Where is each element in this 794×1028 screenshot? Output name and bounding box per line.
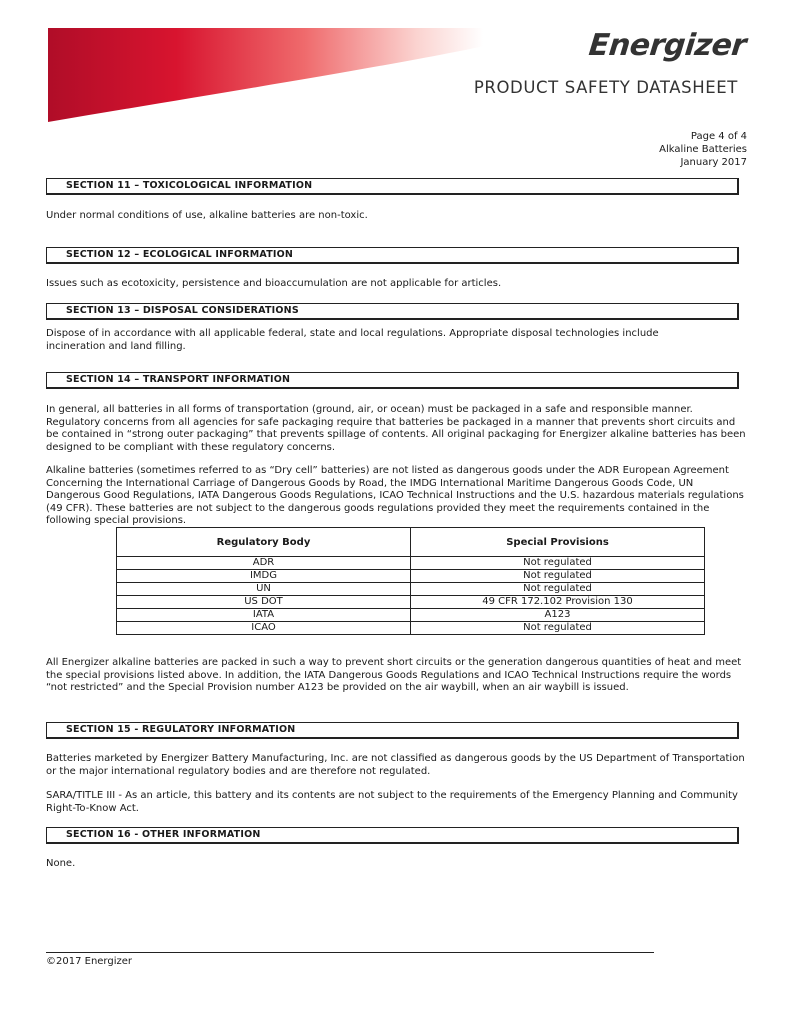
section-15-paragraph-1: Batteries marketed by Energizer Battery Manufacturing, Inc. are not classified as dangerous goods by the US Department of Transportation or the major international regulatory bodies and are therefore not regulated. (46, 753, 745, 777)
section-13-text: Dispose of in accordance with all applicable federal, state and local regulations. Appropriate disposal technologies include incineration and land filling. (46, 328, 659, 352)
column-header-regulatory-body: Regulatory Body (117, 528, 411, 557)
table-row (117, 622, 705, 635)
table-row (117, 596, 705, 609)
page-number: Page 4 of 4 (690, 131, 747, 142)
product-name: Alkaline Batteries (659, 144, 747, 155)
column-header-special-provisions: Special Provisions (411, 528, 705, 557)
section-title: SECTION 14 – TRANSPORT INFORMATION (66, 374, 291, 385)
regulatory-body-cell: IATA (117, 609, 411, 622)
regulatory-body-cell: ADR (117, 557, 411, 570)
table-row (117, 609, 705, 622)
section-16-header (46, 827, 739, 844)
section-14-paragraph-3: All Energizer alkaline batteries are packed in such a way to prevent short circuits or the generation dangerous quantities of heat and meet the special provisions listed above. In addition, the IATA Dangerous Goods Regulations and ICAO Technical Instructions require the words “not restricted” and the Special Provision number A123 be provided on the air waybill, when an air waybill is issued. (46, 657, 742, 693)
special-provision-cell: Not regulated (411, 570, 705, 583)
special-provisions-table (116, 527, 705, 635)
section-14-header (46, 372, 739, 389)
section-13-header (46, 303, 739, 320)
regulatory-body-cell: US DOT (117, 596, 411, 609)
document-title: PRODUCT SAFETY DATASHEET (473, 78, 738, 97)
table-row (117, 570, 705, 583)
section-15-header (46, 722, 739, 739)
document-date: January 2017 (680, 157, 747, 168)
section-14-paragraph-1: In general, all batteries in all forms of transportation (ground, air, or ocean) must be packaged in a safe and responsible manner. Regulatory concerns from all agencies for safe packaging require that batteries be packaged in a manner that prevents short circuits and be contained in “strong outer packaging” that prevents spillage of contents. All original packaging for Energizer alkaline batteries has been designed to be compliant with these regulatory concerns. (46, 404, 746, 453)
table-row (117, 557, 705, 570)
footer-divider (46, 952, 654, 953)
special-provision-cell: A123 (411, 609, 705, 622)
section-14-paragraph-2: Alkaline batteries (sometimes referred to as “Dry cell” batteries) are not listed as dangerous goods under the ADR European Agreement Concerning the International Carriage of Dangerous Goods by Road, the IMDG International Maritime Dangerous Goods Code, UN Dangerous Good Regulations, IATA Dangerous Goods Regulations, ICAO Technical Instructions and the U.S. hazardous materials regulations (49 CFR). These batteries are not subject to the dangerous goods regulations provided they meet the requirements contained in the following special provisions. (46, 465, 744, 526)
special-provision-cell: Not regulated (411, 622, 705, 635)
section-12-header (46, 247, 739, 264)
page-meta (659, 130, 747, 169)
section-title: SECTION 16 - OTHER INFORMATION (66, 829, 261, 840)
section-title: SECTION 13 – DISPOSAL CONSIDERATIONS (66, 305, 299, 316)
footer-copyright: ©2017 Energizer (46, 956, 133, 967)
section-16-text: None. (46, 858, 76, 869)
section-title: SECTION 11 – TOXICOLOGICAL INFORMATION (66, 180, 313, 191)
section-15-paragraph-2: SARA/TITLE III - As an article, this battery and its contents are not subject to the requirements of the Emergency Planning and Community Right-To-Know Act. (46, 790, 738, 814)
regulatory-body-cell: IMDG (117, 570, 411, 583)
special-provision-cell: Not regulated (411, 557, 705, 570)
section-11-header (46, 178, 739, 195)
section-11-text: Under normal conditions of use, alkaline batteries are non-toxic. (46, 210, 368, 221)
regulatory-body-cell: UN (117, 583, 411, 596)
header-swoosh (0, 0, 794, 130)
section-title: SECTION 12 – ECOLOGICAL INFORMATION (66, 249, 294, 260)
table-row (117, 583, 705, 596)
section-title: SECTION 15 - REGULATORY INFORMATION (66, 724, 296, 735)
table-header-row (117, 528, 705, 557)
energizer-logo: Energizer (587, 28, 748, 63)
special-provision-cell: 49 CFR 172.102 Provision 130 (411, 596, 705, 609)
section-12-text: Issues such as ecotoxicity, persistence and bioaccumulation are not applicable for articles. (46, 278, 502, 289)
regulatory-body-cell: ICAO (117, 622, 411, 635)
special-provision-cell: Not regulated (411, 583, 705, 596)
